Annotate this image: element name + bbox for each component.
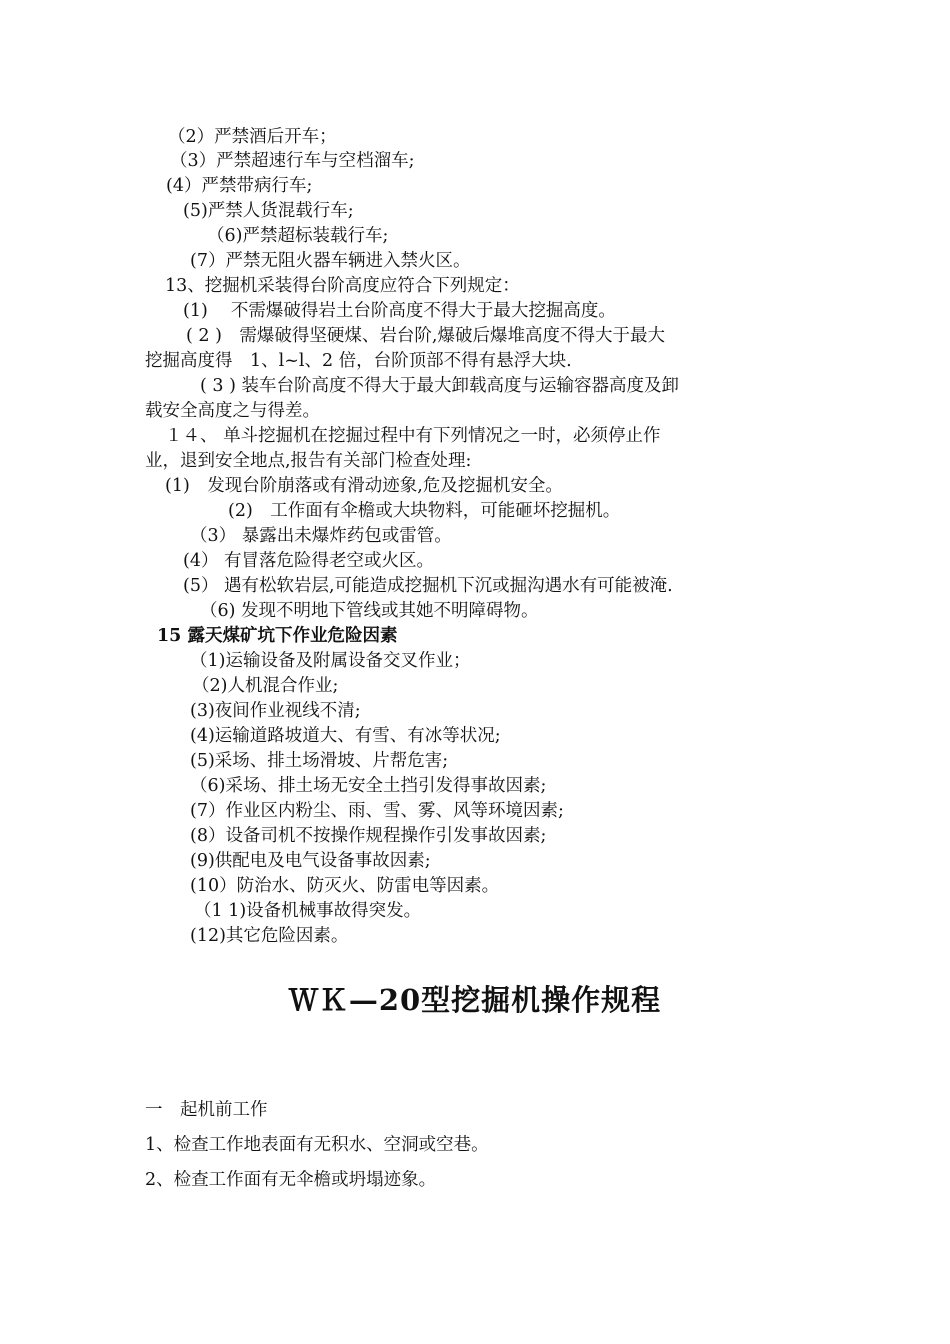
text-line: (12)其它危险因素。 — [190, 926, 349, 946]
text-line: （6)严禁超标装载行车; — [207, 226, 389, 246]
section-heading: 15 露天煤矿坑下作业危险因素 — [157, 626, 398, 646]
text-line: （2）严禁酒后开车； — [168, 127, 337, 147]
text-line: 13、挖掘机采装得台阶高度应符合下列规定： — [165, 276, 520, 296]
text-line: （3）严禁超速行车与空档溜车; — [170, 151, 415, 171]
text-line: (1) 发现台阶崩落或有滑动迹象,危及挖掘机安全。 — [165, 476, 563, 496]
text-line: 业，退到安全地点,报告有关部门检查处理: — [145, 451, 472, 471]
text-line: (5)采场、排土场滑坡、片帮危害; — [190, 751, 449, 771]
text-line: １４、 单斗挖掘机在挖掘过程中有下列情况之一时，必须停止作 — [165, 426, 661, 446]
text-line: （6) 发现不明地下管线或其她不明障碍物。 — [200, 601, 539, 621]
text-line: (1) 不需爆破得岩土台阶高度不得大于最大挖掘高度。 — [183, 301, 616, 321]
text-line: （1)运输设备及附属设备交叉作业； — [190, 651, 471, 671]
text-line: (4） 有冒落危险得老空或火区。 — [183, 551, 435, 571]
text-line: 载安全高度之与得差。 — [145, 401, 320, 421]
text-line: (7）严禁无阻火器车辆进入禁火区。 — [190, 251, 471, 271]
text-line: ( 2 ) 需爆破得坚硬煤、岩台阶,爆破后爆堆高度不得大于最大 — [186, 326, 665, 346]
section-line: 一 起机前工作 — [145, 1100, 268, 1120]
text-line: （2)人机混合作业; — [192, 676, 339, 696]
section-line: 2、检查工作面有无伞檐或坍塌迹象。 — [145, 1170, 437, 1190]
text-line: (4）严禁带病行车; — [166, 176, 313, 196]
document-title: ＷＫ—20型挖掘机操作规程 — [288, 983, 662, 1017]
text-line: 挖掘高度得 1、l~l、2 倍，台阶顶部不得有悬浮大块. — [145, 351, 572, 371]
text-line: （6)采场、排土场无安全土挡引发得事故因素; — [190, 776, 547, 796]
text-line: ( 3 ) 装车台阶高度不得大于最大卸载高度与运输容器高度及卸 — [200, 376, 679, 396]
text-line: (5） 遇有松软岩层,可能造成挖掘机下沉或掘沟遇水有可能被淹. — [183, 576, 673, 596]
text-line: (2) 工作面有伞檐或大块物料，可能砸坏挖掘机。 — [228, 501, 621, 521]
text-line: (7）作业区内粉尘、雨、雪、雾、风等环境因素; — [190, 801, 564, 821]
text-line: (5)严禁人货混载行车; — [183, 201, 354, 221]
text-line: (9)供配电及电气设备事故因素; — [190, 851, 431, 871]
text-line: (3)夜间作业视线不清; — [190, 701, 361, 721]
text-line: (4)运输道路坡道大、有雪、有冰等状况; — [190, 726, 501, 746]
text-line: (8）设备司机不按操作规程操作引发事故因素; — [190, 826, 547, 846]
section-line: 1、检查工作地表面有无积水、空洞或空巷。 — [145, 1135, 489, 1155]
text-line: (10）防治水、防灭火、防雷电等因素。 — [190, 876, 500, 896]
text-line: （3） 暴露出未爆炸药包或雷管。 — [190, 526, 452, 546]
text-line: （1 1)设备机械事故得突发。 — [194, 901, 422, 921]
